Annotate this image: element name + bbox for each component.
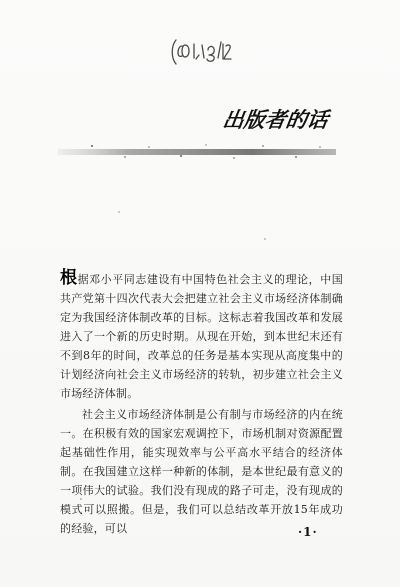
scanned-decorative-band [58, 139, 336, 163]
page-title: 出版者的话 [221, 108, 330, 132]
foreword-paragraph: 根据邓小平同志建设有中国特色社会主义的理论，中国共产党第十四次代表大会把建立社会主义市场经济体制确定为我国经济体制改革的目标。这标志着我国改革和发展进入了一个新的历史时期。从现在开始，到本世纪末还有不到8年的时间，改革总的任务是基本实现从高度集中的计划经济向社会主义市场经济的转轨，初步建立社会主义市场经济体制。 [60, 268, 343, 400]
scan-speck [80, 498, 82, 500]
foreword-body [60, 269, 343, 538]
foreword-paragraph: 社会主义市场经济体制是公有制与市场经济的内在统一。在积极有效的国家宏观调控下，市场机制对资源配置起基础性作用，能实现效率与公平高水平结合的经济体制。在我国建立这样一种新的体制，是本世纪最有意义的一项伟大的试验。我们没有现成的路子可走，没有现成的模式可以照搬。但是，我们可以总结改革开放15年成功的经验，可以 [60, 408, 343, 535]
page-number: ·1· [298, 525, 318, 539]
handwritten-catalog-mark [170, 34, 232, 68]
scanned-decorative-band-drawing [58, 139, 336, 163]
scan-speck [118, 211, 120, 213]
scan-speck [264, 238, 266, 240]
